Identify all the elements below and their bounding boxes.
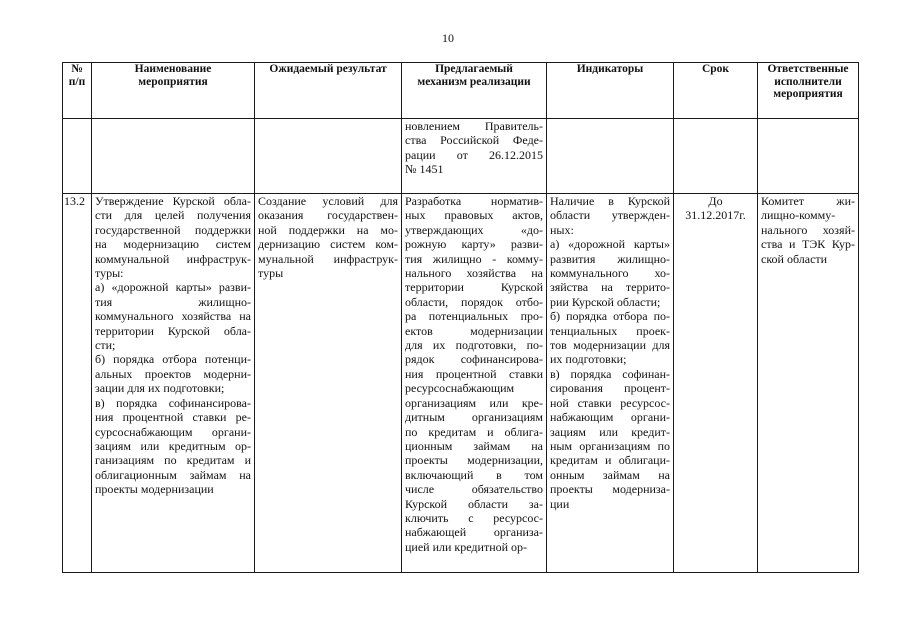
action-plan-table: [62, 62, 859, 573]
table-row-continuation: [63, 119, 859, 194]
page-number: 10: [442, 31, 454, 45]
text-line: Наличие в Курской: [550, 194, 670, 208]
text-line: сурсоснабжающим органи-: [95, 424, 251, 439]
text-line: ной поддержки на мо-: [258, 222, 398, 237]
text-line: дитным организациям: [405, 410, 543, 425]
text-line: ной ставки ресурсос-: [550, 395, 670, 410]
text-line: области, порядок отбо-: [405, 294, 543, 309]
text-line: государственной поддержки: [95, 222, 251, 237]
text-line: коммунального хо-: [550, 266, 670, 281]
text-line: в) порядка софинансирова-: [95, 395, 251, 410]
header-deadline: Срок: [674, 63, 758, 119]
cell-deadline: [674, 119, 758, 194]
header-responsible: Ответственные исполнители мероприятия: [758, 63, 859, 119]
text-line: рожную карту» разви-: [405, 237, 543, 252]
text-line: а) «дорожной карты» разви-: [95, 280, 251, 295]
text-line: До: [708, 194, 723, 208]
text-line: нального хозяй-: [761, 222, 855, 237]
text-line: коммунальной инфраструк-: [95, 251, 251, 266]
text-line: ния процентной ставки: [405, 366, 543, 381]
text-line: развития жилищно-: [550, 251, 670, 266]
header-indicators: Индикаторы: [547, 63, 674, 119]
text-line: числе обязательство: [405, 482, 543, 497]
text-line: сирования процент-: [550, 381, 670, 396]
text-line: территории Курской обла-: [95, 323, 251, 338]
text-line: мунальной инфраструк-: [258, 251, 398, 266]
text-line: сти;: [95, 338, 116, 353]
text-line: новлением Правитель-: [405, 119, 543, 133]
text-line: дернизацию систем ком-: [258, 237, 398, 252]
cell-text: [258, 194, 398, 280]
text-line: утверждающих «до-: [405, 222, 543, 237]
text-line: № 1451: [405, 162, 444, 177]
text-line: цией или кредитной ор-: [405, 539, 528, 554]
text-line: оказания государствен-: [258, 208, 398, 223]
header-number: № п/п: [63, 63, 92, 119]
cell-text: [405, 194, 543, 554]
cell-mechanism: [402, 119, 547, 194]
text-line: ния процентной ставки ре-: [95, 410, 251, 425]
text-line: проекты модерниза-: [550, 482, 670, 497]
cell-responsible: [758, 119, 859, 194]
text-line: Комитет жи-: [761, 194, 855, 208]
text-line: ключить с ресурсос-: [405, 510, 543, 525]
cell-text: [761, 194, 855, 266]
text-line: ра потенциальных про-: [405, 309, 543, 324]
text-line: тия жилищно-: [95, 294, 251, 309]
cell-activity-name: [92, 194, 255, 573]
text-line: ганизациям по кредитам и: [95, 453, 251, 468]
cell-expected-result: [255, 119, 402, 194]
text-line: а) «дорожной карты»: [550, 237, 670, 252]
text-line: туры:: [95, 266, 124, 281]
text-line: ской области: [761, 251, 828, 266]
text-line: тов модернизации для: [550, 338, 670, 353]
cell-text: [677, 194, 754, 223]
text-line: ства и ТЭК Кур-: [761, 237, 855, 252]
text-line: зациям или кредит-: [550, 424, 670, 439]
cell-deadline: [674, 194, 758, 573]
header-expected-result: Ожидаемый результат: [255, 63, 402, 119]
cell-mechanism: [402, 194, 547, 573]
text-line: Утверждение Курской обла-: [95, 194, 251, 208]
cell-indicators: [547, 119, 674, 194]
header-activity-name: Наименование мероприятия: [92, 63, 255, 119]
text-line: б) порядка отбора по-: [550, 309, 670, 324]
text-line: ных правовых актов,: [405, 208, 543, 223]
text-line: ства Российской Феде-: [405, 133, 543, 148]
cell-expected-result: [255, 194, 402, 573]
text-line: их подготовки;: [550, 352, 627, 367]
cell-text: [550, 194, 670, 511]
text-line: в) порядка софинан-: [550, 366, 670, 381]
table-header-row: [63, 63, 859, 119]
text-line: сти для целей получения: [95, 208, 251, 223]
text-line: кредитам и облигаци-: [550, 453, 670, 468]
text-line: туры: [258, 266, 284, 281]
text-line: коммунального хозяйства на: [95, 309, 251, 324]
text-line: 31.12.2017г.: [685, 208, 746, 223]
text-line: ции: [550, 496, 570, 511]
cell-responsible: [758, 194, 859, 573]
text-line: альных проектов модерни-: [95, 366, 251, 381]
text-line: Разработка норматив-: [405, 194, 543, 208]
text-line: набжающей организа-: [405, 525, 543, 540]
text-line: рии Курской области;: [550, 294, 661, 309]
text-line: зации для их подготовки;: [95, 381, 225, 396]
text-line: набжающим органи-: [550, 410, 670, 425]
text-line: зяйства на террито-: [550, 280, 670, 295]
text-line: ных:: [550, 222, 574, 237]
text-line: нального хозяйства на: [405, 266, 543, 281]
header-mechanism: Предлагаемый механизм реализации: [402, 63, 547, 119]
text-line: рядок софинансирова-: [405, 352, 543, 367]
text-line: рации от 26.12.2015: [405, 147, 543, 162]
text-line: ным организациям по: [550, 438, 670, 453]
cell-activity-name: [92, 119, 255, 194]
text-line: проекты модернизации,: [405, 453, 543, 468]
cell-text: [405, 119, 543, 177]
table-row: [63, 194, 859, 573]
text-line: для их подготовки, по-: [405, 338, 543, 353]
cell-number: 13.2: [63, 194, 92, 573]
text-line: Курской области за-: [405, 496, 543, 511]
text-line: Создание условий для: [258, 194, 398, 208]
text-line: ционным займам на: [405, 438, 543, 453]
cell-indicators: [547, 194, 674, 573]
text-line: облигационным займам на: [95, 467, 251, 482]
text-line: ресурсоснабжающим: [405, 381, 515, 396]
cell-number: [63, 119, 92, 194]
text-line: проекты модернизации: [95, 482, 214, 497]
text-line: организациям или кре-: [405, 395, 543, 410]
text-line: тия жилищно - комму-: [405, 251, 543, 266]
text-line: по кредитам и облига-: [405, 424, 543, 439]
text-line: онным займам на: [550, 467, 670, 482]
text-line: зациям или кредитным ор-: [95, 438, 251, 453]
cell-text: [95, 194, 251, 497]
text-line: территории Курской: [405, 280, 543, 295]
text-line: включающий в том: [405, 467, 543, 482]
text-line: области утвержден-: [550, 208, 670, 223]
text-line: б) порядка отбора потенци-: [95, 352, 251, 367]
text-line: ектов модернизации: [405, 323, 543, 338]
text-line: лищно-комму-: [761, 208, 836, 223]
text-line: тенциальных проек-: [550, 323, 670, 338]
text-line: на модернизацию систем: [95, 237, 251, 252]
